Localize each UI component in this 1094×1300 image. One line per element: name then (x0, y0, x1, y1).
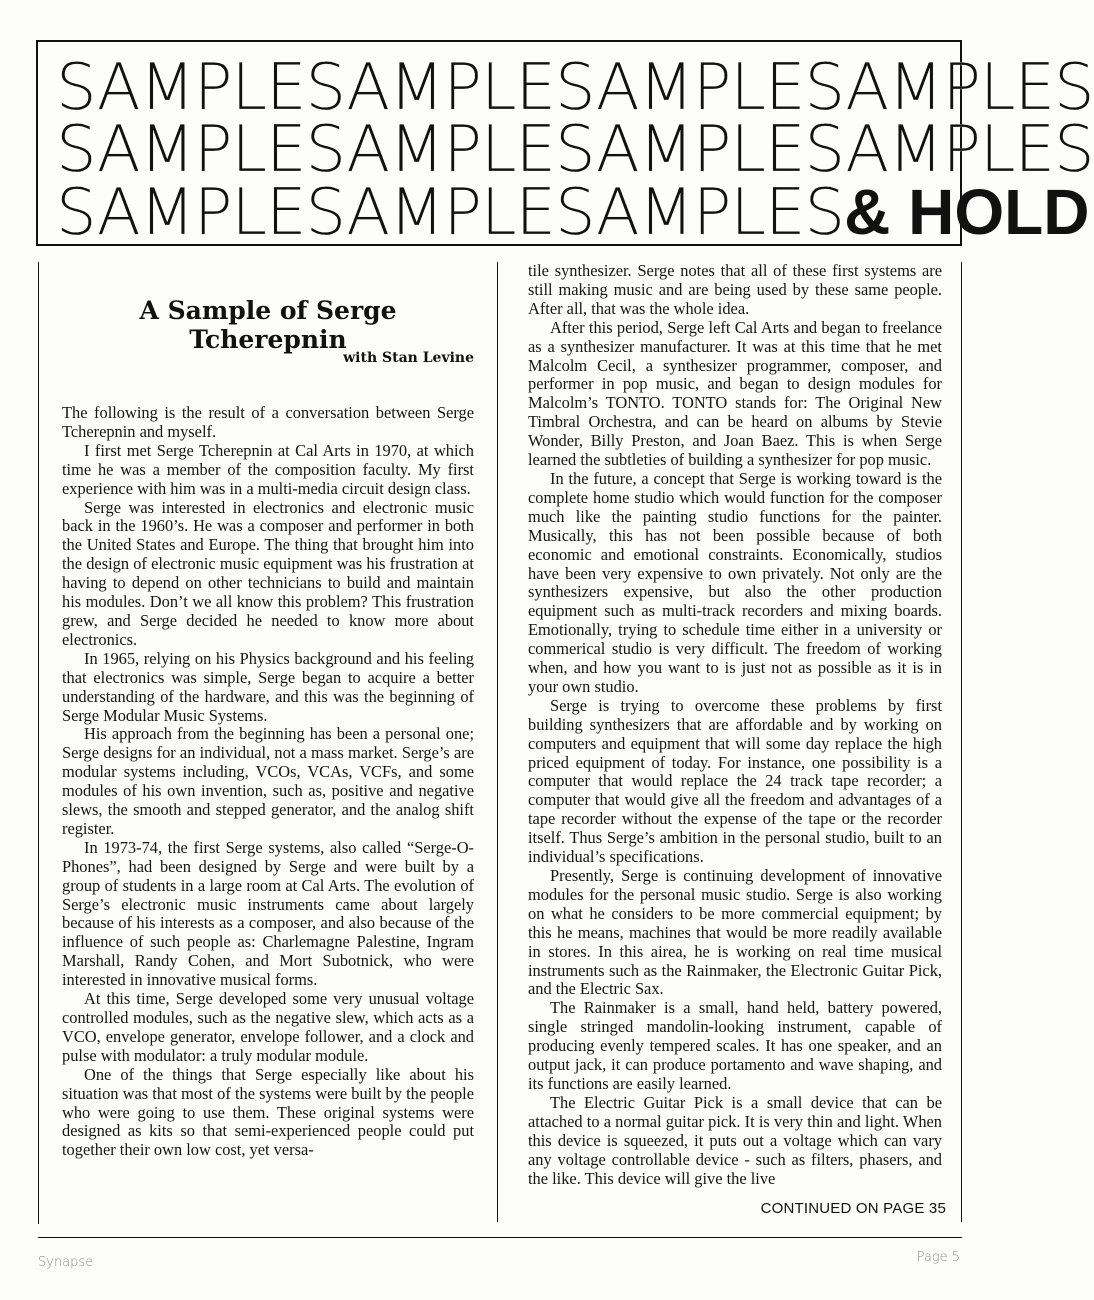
right-column-rule (961, 262, 962, 1222)
paragraph: Serge is trying to overcome these problems by first building synthesizers that are affordable and by working on computers and equipment that will some day replace the high priced equipment of today. For instance, one possibility is a computer that would replace the 24 track tape recorder; a computer that would give all the freedom and advantages of a tape recorder without the expense of the tape or the recorder itself. Thus Serge’s ambition in the personal studio, built to an individual’s specifications. (528, 695, 942, 867)
banner-hold: & HOLD (844, 176, 1090, 248)
paragraph: At this time, Serge developed some very unusual voltage controlled modules, such as the negative slew, which acts as a VCO, envelope generator, envelope follower, and a clock and pulse with modulator: a truly modular module. (62, 989, 474, 1065)
paragraph: Presently, Serge is continuing development of innovative modules for the personal music studio. Serge is also working on what he considers to be more commercial equipment; by this he means, machines that would be more readily available in stores. In this airea, he is working on real time musical instruments such as the Rainmaker, the Electronic Guitar Pick, and the Electric Sax. (528, 866, 942, 999)
paragraph: His approach from the beginning has been a personal one; Serge designs for an individual, not a mass market. Serge’s are modular systems including, VCOs, VCAs, VCFs, and some modules of his own invention, such as, positive and negative slews, the smooth and stepped generator, and the analog shift register. (62, 724, 474, 838)
right-column (528, 262, 942, 1188)
article-title: A Sample of Serge Tcherepnin (139, 296, 397, 354)
magazine-name: Synapse (38, 1255, 94, 1270)
article-byline: with Stan Levine (343, 350, 474, 366)
paragraph: tile synthesizer. Serge notes that all of these first systems are still making music and are being used by these same people. After all, that was the whole idea. (528, 261, 942, 318)
left-column-rule (38, 262, 39, 1224)
paragraph: In the future, a concept that Serge is working toward is the complete home studio which would function for the composer much like the painting studio functions for the painter. Musically, this has not been possible because of both economic and emotional constraints. Economically, studios have been very expensive to own privately. Not only are the synthesizers expensive, but also the other production equipment such as multi-track recorders and mixing boards. Emotionally, trying to schedule time either in a university or commerical studio is very difficult. The freedom of working when, and how you want to is just not as possible as it is in your own studio. (528, 468, 942, 696)
footer-rule (38, 1237, 962, 1238)
paragraph: The following is the result of a conversation between Serge Tcherepnin and myself. (62, 403, 474, 441)
page-number: Page 5 (916, 1250, 960, 1265)
continued-note: CONTINUED ON PAGE 35 (760, 1200, 946, 1217)
paragraph: The Rainmaker is a small, hand held, battery powered, single stringed mandolin-looking instrument, capable of producing evenly tempered scales. It has one speaker, and an output jack, it can produce portamento and wave shaping, and its functions are easily learned. (528, 998, 942, 1093)
banner-line-3-prefix: SAMPLESAMPLESAMPLES (56, 176, 845, 250)
paragraph: In 1965, relying on his Physics background and his feeling that electronics was simple, Serge began to acquire a better understanding of the hardware, and this was the beginning of Serge Modular Music Systems. (62, 648, 474, 725)
banner-line-1: SAMPLESAMPLESAMPLESAMPLES (56, 51, 1094, 125)
left-column (62, 404, 474, 1160)
paragraph: I first met Serge Tcherepnin at Cal Arts in 1970, at which time he was a member of the composition faculty. My first experience with him was in a multi-media circuit design class. (62, 440, 474, 498)
paragraph: One of the things that Serge especially like about his situation was that most of the systems were built by the people who were going to use them. These original systems were designed as kits so that semi-experienced people could put together their own low cost, yet versa- (62, 1064, 474, 1160)
title-banner (36, 40, 1094, 250)
paragraph: In 1973-74, the first Serge systems, also called “Serge-O-Phones”, had been designed by Serge and were built by a group of students in a large room at Cal Arts. The evolution of Serge’s electronic music instruments came about largely because of his interests as a composer, and also because of the influence of such people as: Charlemagne Palestine, Ingram Marshall, Randy Cohen, and Mort Subotnick, who were interested in innovative musical forms. (62, 837, 474, 990)
banner-line-2: SAMPLESAMPLESAMPLESAMPLES (56, 113, 1094, 187)
banner-line-3 (56, 176, 1090, 250)
center-column-rule (497, 262, 498, 1222)
paragraph: After this period, Serge left Cal Arts and began to freelance as a synthesizer manufacturer. It was at this time that he met Malcolm Cecil, a synthesizer programmer, composer, and performer in pop music, and began to design modules for Malcolm’s TONTO. TONTO stands for: The Original New Timbral Orchestra, and can be heard on albums by Stevie Wonder, Billy Preston, and Joan Baez. This is when Serge learned the subtleties of building a synthesizer for pop music. (528, 317, 942, 470)
paragraph: Serge was interested in electronics and electronic music back in the 1960’s. He was a composer and performer in both the United States and Europe. The thing that brought him into the design of electronic music equipment was his frustration at having to depend on other technicians to build and maintain his modules. Don’t we all know this problem? This frustration grew, and Serge decided he needed to know more about electronics. (62, 497, 474, 649)
paragraph: The Electric Guitar Pick is a small device that can be attached to a normal guitar pick. It is very thin and light. When this device is squeezed, it puts out a voltage which can vary any voltage controllable device - such as filters, phasers, and the like. This device will give the live (528, 1092, 942, 1188)
